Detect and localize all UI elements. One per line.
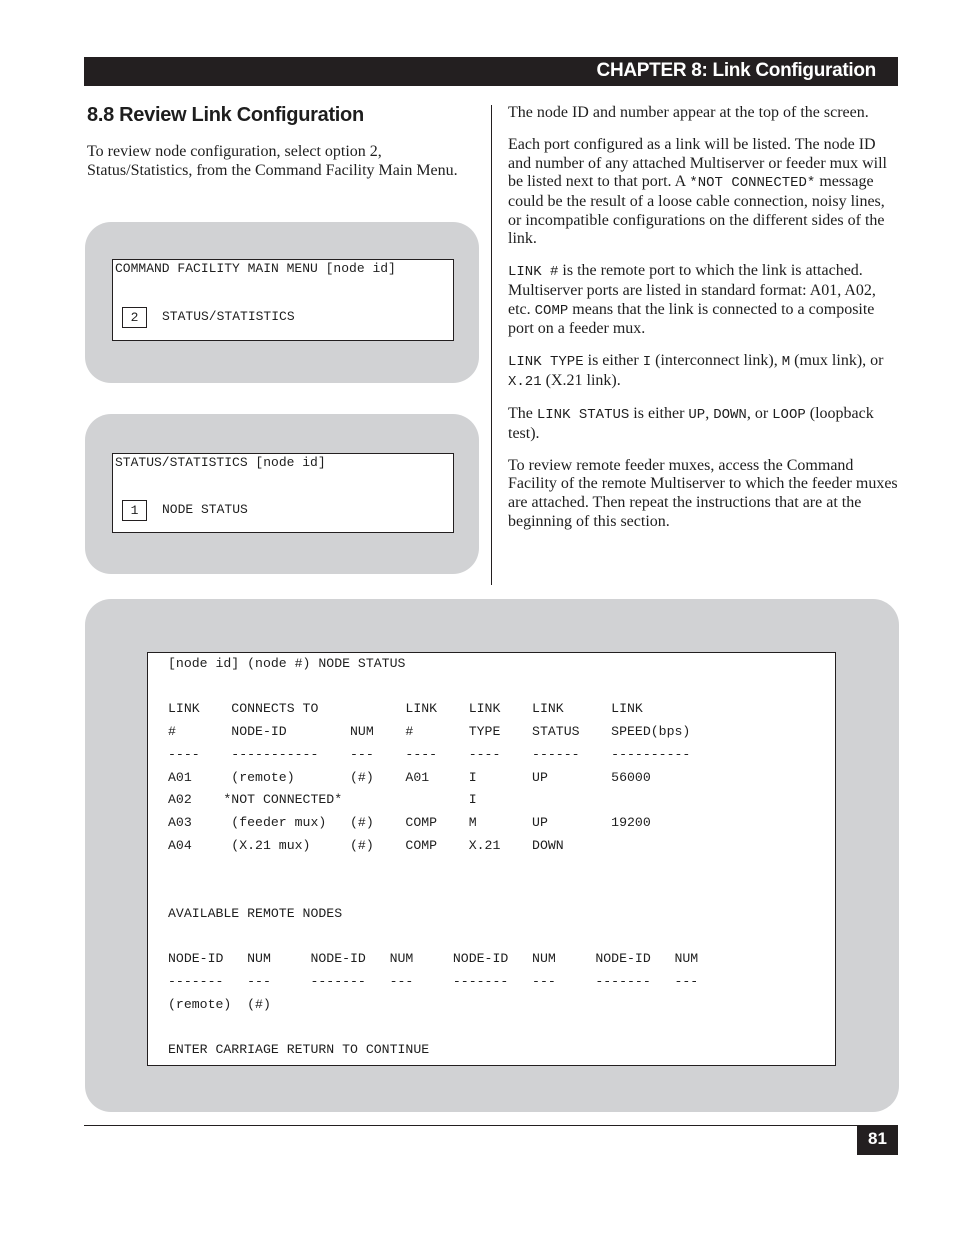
- text: is either: [629, 405, 689, 423]
- node-status-screen: [147, 652, 836, 1066]
- chapter-title: CHAPTER 8: Link Configuration: [596, 60, 876, 81]
- footer-rule: [84, 1125, 898, 1126]
- option-label: NODE STATUS: [162, 502, 248, 517]
- paragraph-link-number: [508, 262, 900, 338]
- main-menu-screen: [112, 259, 454, 341]
- section-title: 8.8 Review Link Configuration: [87, 104, 364, 126]
- status-statistics-title: STATUS/STATISTICS [node id]: [115, 455, 326, 470]
- terminal-line: A03 (feeder mux) (#) COMP M UP 19200: [168, 814, 651, 830]
- status-statistics-panel: [85, 414, 479, 574]
- code-link-status: LINK STATUS: [536, 407, 630, 424]
- text: (mux link), or: [790, 352, 884, 370]
- terminal-line: ENTER CARRIAGE RETURN TO CONTINUE: [168, 1041, 430, 1057]
- text: ,: [705, 405, 714, 423]
- right-column: [508, 104, 900, 545]
- terminal-line: A01 (remote) (#) A01 I UP 56000: [168, 769, 651, 785]
- code-down: DOWN: [713, 407, 747, 424]
- code-up: UP: [688, 407, 706, 424]
- code-comp: COMP: [534, 302, 569, 319]
- terminal-line: ---- ----------- --- ---- ---- ------ ----------: [168, 746, 691, 762]
- terminal-line: LINK CONNECTS TO LINK LINK LINK LINK: [168, 701, 643, 717]
- text: is either: [583, 352, 643, 370]
- terminal-line: NODE-ID NUM NODE-ID NUM NODE-ID NUM NODE-ID NUM: [168, 951, 699, 967]
- paragraph-node-id: The node ID and number appear at the top of the screen.: [508, 104, 869, 121]
- text: (loopback test).: [508, 405, 874, 442]
- paragraph-link-status: [508, 405, 900, 443]
- text: message could be the result of a loose cable connection, noisy lines, or incompatible configurations on the different sides of the link.: [508, 173, 885, 248]
- text: (X.21 link).: [541, 371, 621, 389]
- code-link-type: LINK TYPE: [508, 354, 584, 371]
- chapter-header-bar: [84, 57, 898, 86]
- paragraph-link-type: [508, 352, 900, 391]
- main-menu-panel: [85, 222, 479, 383]
- text: The: [508, 405, 537, 423]
- terminal-line: ------- --- ------- --- ------- --- ------- ---: [168, 973, 699, 989]
- code-x21: X.21: [508, 373, 542, 390]
- intro-paragraph: To review node configuration, select option 2, Status/Statistics, from the Command Facility Main Menu.: [87, 143, 458, 179]
- option-label: STATUS/STATISTICS: [162, 309, 295, 324]
- text: , or: [746, 405, 773, 423]
- text: Each port configured as a link will be listed. The node ID and number of any attached Multiserver or feeder mux will be listed next to that port. A: [508, 136, 887, 191]
- code-not-connected: *NOT CONNECTED*: [689, 175, 816, 192]
- terminal-line: AVAILABLE REMOTE NODES: [168, 905, 343, 921]
- option-number-box: 2: [122, 307, 147, 328]
- text: is the remote port to which the link is attached. Multiserver ports are listed in standard format: A01, A02, etc.: [508, 262, 876, 318]
- terminal-line: A02 *NOT CONNECTED* I: [168, 792, 477, 808]
- node-status-panel: [85, 599, 899, 1112]
- text: means that the link is connected to a composite port on a feeder mux.: [508, 300, 875, 338]
- column-divider: [491, 105, 492, 585]
- terminal-line: A04 (X.21 mux) (#) COMP X.21 DOWN: [168, 837, 564, 853]
- code-i: I: [642, 354, 652, 371]
- paragraph-ports: [508, 136, 900, 249]
- code-m: M: [781, 354, 791, 371]
- paragraph-feeder-muxes: To review remote feeder muxes, access the Command Facility of the remote Multiserver to which the feeder muxes are attached. Then repeat the instructions that are at the beginning of this section.: [508, 456, 898, 530]
- code-loop: LOOP: [772, 407, 806, 424]
- text: (interconnect link),: [651, 352, 782, 370]
- terminal-line: # NODE-ID NUM # TYPE STATUS SPEED(bps): [168, 724, 691, 740]
- option-number-box: 1: [122, 500, 147, 521]
- terminal-line: (remote) (#): [168, 996, 271, 1012]
- status-statistics-screen: [112, 453, 454, 533]
- terminal-line: [node id] (node #) NODE STATUS: [168, 656, 406, 671]
- code-link-number: LINK #: [508, 264, 559, 281]
- page-number: 81: [857, 1125, 898, 1155]
- main-menu-title: COMMAND FACILITY MAIN MENU [node id]: [115, 261, 396, 276]
